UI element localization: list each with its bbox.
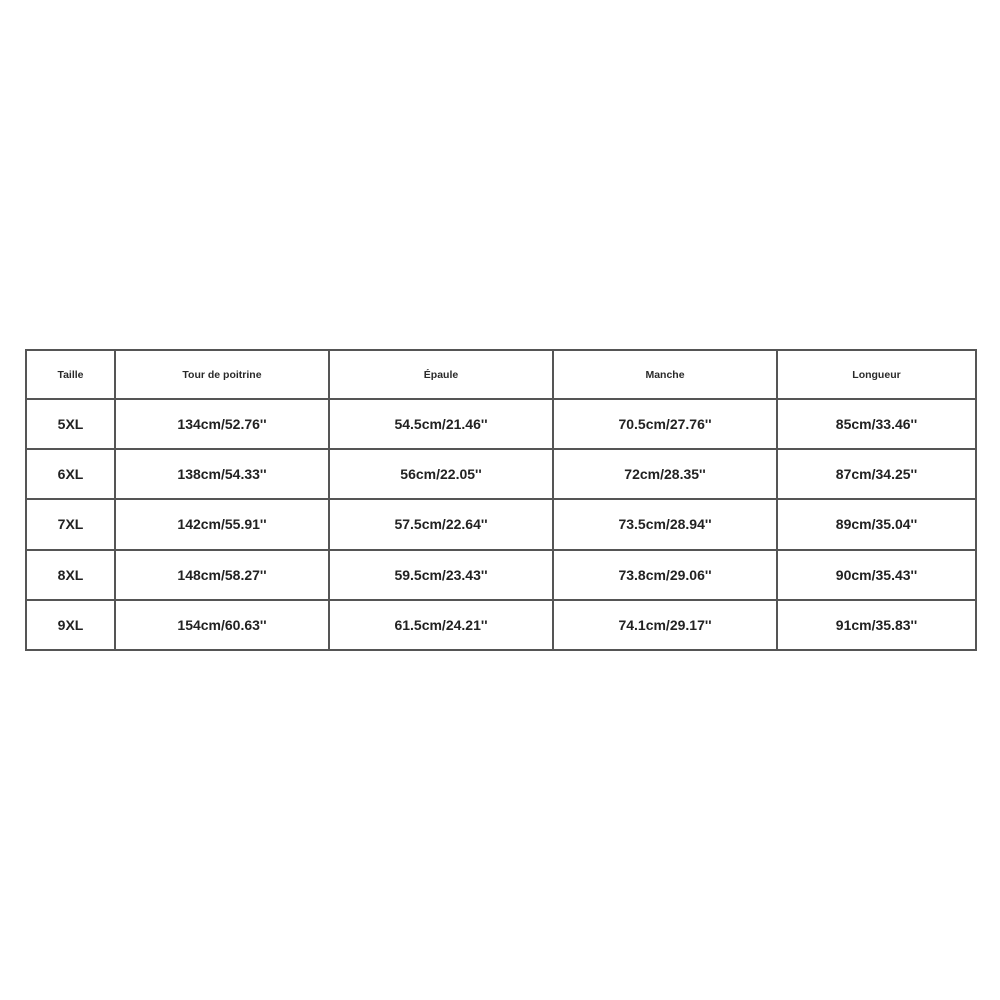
table-header-row — [26, 350, 976, 399]
chest-cell: 138cm/54.33'' — [115, 449, 329, 499]
header-taille: Taille — [26, 350, 115, 399]
sleeve-cell: 74.1cm/29.17'' — [553, 600, 777, 650]
shoulder-cell: 57.5cm/22.64'' — [329, 499, 553, 549]
sleeve-cell: 73.8cm/29.06'' — [553, 550, 777, 600]
table-row — [26, 449, 976, 499]
sleeve-cell: 73.5cm/28.94'' — [553, 499, 777, 549]
table-row — [26, 399, 976, 449]
header-longueur: Longueur — [777, 350, 976, 399]
chest-cell: 134cm/52.76'' — [115, 399, 329, 449]
size-cell: 8XL — [26, 550, 115, 600]
table-row — [26, 600, 976, 650]
header-manche: Manche — [553, 350, 777, 399]
chest-cell: 142cm/55.91'' — [115, 499, 329, 549]
size-cell: 7XL — [26, 499, 115, 549]
header-epaule: Épaule — [329, 350, 553, 399]
length-cell: 85cm/33.46'' — [777, 399, 976, 449]
shoulder-cell: 61.5cm/24.21'' — [329, 600, 553, 650]
sleeve-cell: 72cm/28.35'' — [553, 449, 777, 499]
length-cell: 91cm/35.83'' — [777, 600, 976, 650]
chest-cell: 154cm/60.63'' — [115, 600, 329, 650]
length-cell: 87cm/34.25'' — [777, 449, 976, 499]
size-cell: 9XL — [26, 600, 115, 650]
table-row — [26, 499, 976, 549]
table-row — [26, 550, 976, 600]
length-cell: 90cm/35.43'' — [777, 550, 976, 600]
chest-cell: 148cm/58.27'' — [115, 550, 329, 600]
shoulder-cell: 56cm/22.05'' — [329, 449, 553, 499]
size-chart-table — [25, 349, 977, 651]
length-cell: 89cm/35.04'' — [777, 499, 976, 549]
size-cell: 6XL — [26, 449, 115, 499]
size-cell: 5XL — [26, 399, 115, 449]
header-tour-de-poitrine: Tour de poitrine — [115, 350, 329, 399]
shoulder-cell: 54.5cm/21.46'' — [329, 399, 553, 449]
sleeve-cell: 70.5cm/27.76'' — [553, 399, 777, 449]
shoulder-cell: 59.5cm/23.43'' — [329, 550, 553, 600]
